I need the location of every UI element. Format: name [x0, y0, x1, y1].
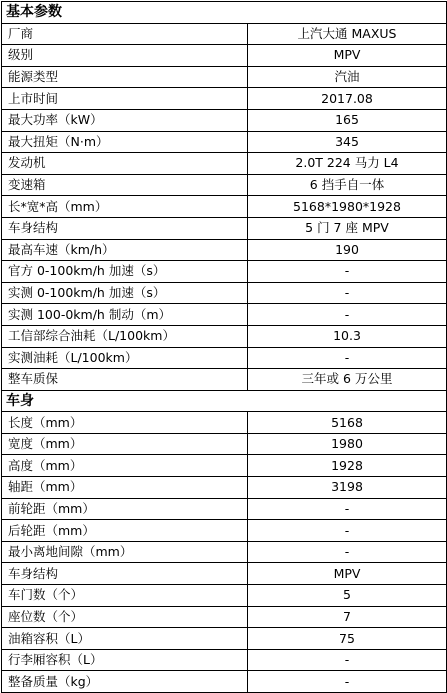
spec-value: 上汽大通 MAXUS [248, 23, 447, 45]
table-row [2, 563, 447, 585]
table-row [2, 282, 447, 304]
spec-label: 座位数（个） [2, 606, 248, 628]
spec-value: 5168 [248, 412, 447, 434]
table-row [2, 325, 447, 347]
table-row [2, 174, 447, 196]
spec-label: 后轮距（mm） [2, 520, 248, 542]
spec-value: 汽油 [248, 66, 447, 88]
spec-label: 实测 0-100km/h 加速（s） [2, 282, 248, 304]
table-row [2, 196, 447, 218]
spec-label: 实测油耗（L/100km） [2, 347, 248, 369]
spec-value: 165 [248, 109, 447, 131]
spec-value: 6 挡手自一体 [248, 174, 447, 196]
spec-value: 2017.08 [248, 88, 447, 110]
spec-label: 最大功率（kW） [2, 109, 248, 131]
spec-value: 5 门 7 座 MPV [248, 217, 447, 239]
spec-label: 能源类型 [2, 66, 248, 88]
table-row [2, 261, 447, 283]
spec-label: 车身结构 [2, 217, 248, 239]
spec-label: 油箱容积（L） [2, 628, 248, 650]
spec-label: 最大扭矩（N·m） [2, 131, 248, 153]
table-row [2, 88, 447, 110]
spec-value: 1980 [248, 433, 447, 455]
spec-label: 轴距（mm） [2, 477, 248, 499]
table-row [2, 520, 447, 542]
section-title: 基本参数 [2, 2, 447, 24]
spec-value: - [248, 498, 447, 520]
spec-value: - [248, 304, 447, 326]
spec-label: 最高车速（km/h） [2, 239, 248, 261]
spec-label: 变速箱 [2, 174, 248, 196]
table-row [2, 153, 447, 175]
spec-value: - [248, 649, 447, 671]
table-row [2, 239, 447, 261]
table-row [2, 347, 447, 369]
spec-label: 前轮距（mm） [2, 498, 248, 520]
spec-label: 高度（mm） [2, 455, 248, 477]
table-row [2, 412, 447, 434]
spec-label: 级别 [2, 45, 248, 67]
spec-value: 10.3 [248, 325, 447, 347]
spec-value: - [248, 282, 447, 304]
spec-sheet [1, 1, 446, 693]
table-row [2, 541, 447, 563]
spec-label: 长*宽*高（mm） [2, 196, 248, 218]
spec-label: 行李厢容积（L） [2, 649, 248, 671]
table-row [2, 66, 447, 88]
spec-label: 整车质保 [2, 369, 248, 391]
spec-value: 5168*1980*1928 [248, 196, 447, 218]
spec-label: 整备质量（kg） [2, 671, 248, 693]
spec-value: MPV [248, 563, 447, 585]
table-row [2, 109, 447, 131]
spec-label: 上市时间 [2, 88, 248, 110]
spec-value: 75 [248, 628, 447, 650]
spec-value: 345 [248, 131, 447, 153]
spec-value: 1928 [248, 455, 447, 477]
table-row [2, 131, 447, 153]
spec-label: 宽度（mm） [2, 433, 248, 455]
spec-label: 实测 100-0km/h 制动（m） [2, 304, 248, 326]
spec-value: 3198 [248, 477, 447, 499]
spec-table-body [2, 2, 447, 693]
table-row [2, 498, 447, 520]
section-header-row [2, 390, 447, 412]
spec-value: 2.0T 224 马力 L4 [248, 153, 447, 175]
table-row [2, 304, 447, 326]
table-row [2, 23, 447, 45]
spec-label: 车门数（个） [2, 585, 248, 607]
section-header-row [2, 2, 447, 24]
spec-table [1, 1, 447, 693]
table-row [2, 45, 447, 67]
spec-value: 190 [248, 239, 447, 261]
spec-value: - [248, 347, 447, 369]
table-row [2, 606, 447, 628]
table-row [2, 455, 447, 477]
table-row [2, 217, 447, 239]
spec-value: - [248, 541, 447, 563]
table-row [2, 477, 447, 499]
table-row [2, 671, 447, 693]
section-title: 车身 [2, 390, 447, 412]
spec-label: 车身结构 [2, 563, 248, 585]
spec-value: MPV [248, 45, 447, 67]
spec-label: 长度（mm） [2, 412, 248, 434]
spec-value: 7 [248, 606, 447, 628]
spec-label: 工信部综合油耗（L/100km） [2, 325, 248, 347]
table-row [2, 585, 447, 607]
spec-label: 厂商 [2, 23, 248, 45]
spec-value: - [248, 261, 447, 283]
spec-value: - [248, 520, 447, 542]
spec-value: 三年或 6 万公里 [248, 369, 447, 391]
table-row [2, 628, 447, 650]
spec-label: 最小离地间隙（mm） [2, 541, 248, 563]
table-row [2, 433, 447, 455]
spec-label: 发动机 [2, 153, 248, 175]
table-row [2, 649, 447, 671]
spec-value: - [248, 671, 447, 693]
spec-label: 官方 0-100km/h 加速（s） [2, 261, 248, 283]
spec-value: 5 [248, 585, 447, 607]
table-row [2, 369, 447, 391]
